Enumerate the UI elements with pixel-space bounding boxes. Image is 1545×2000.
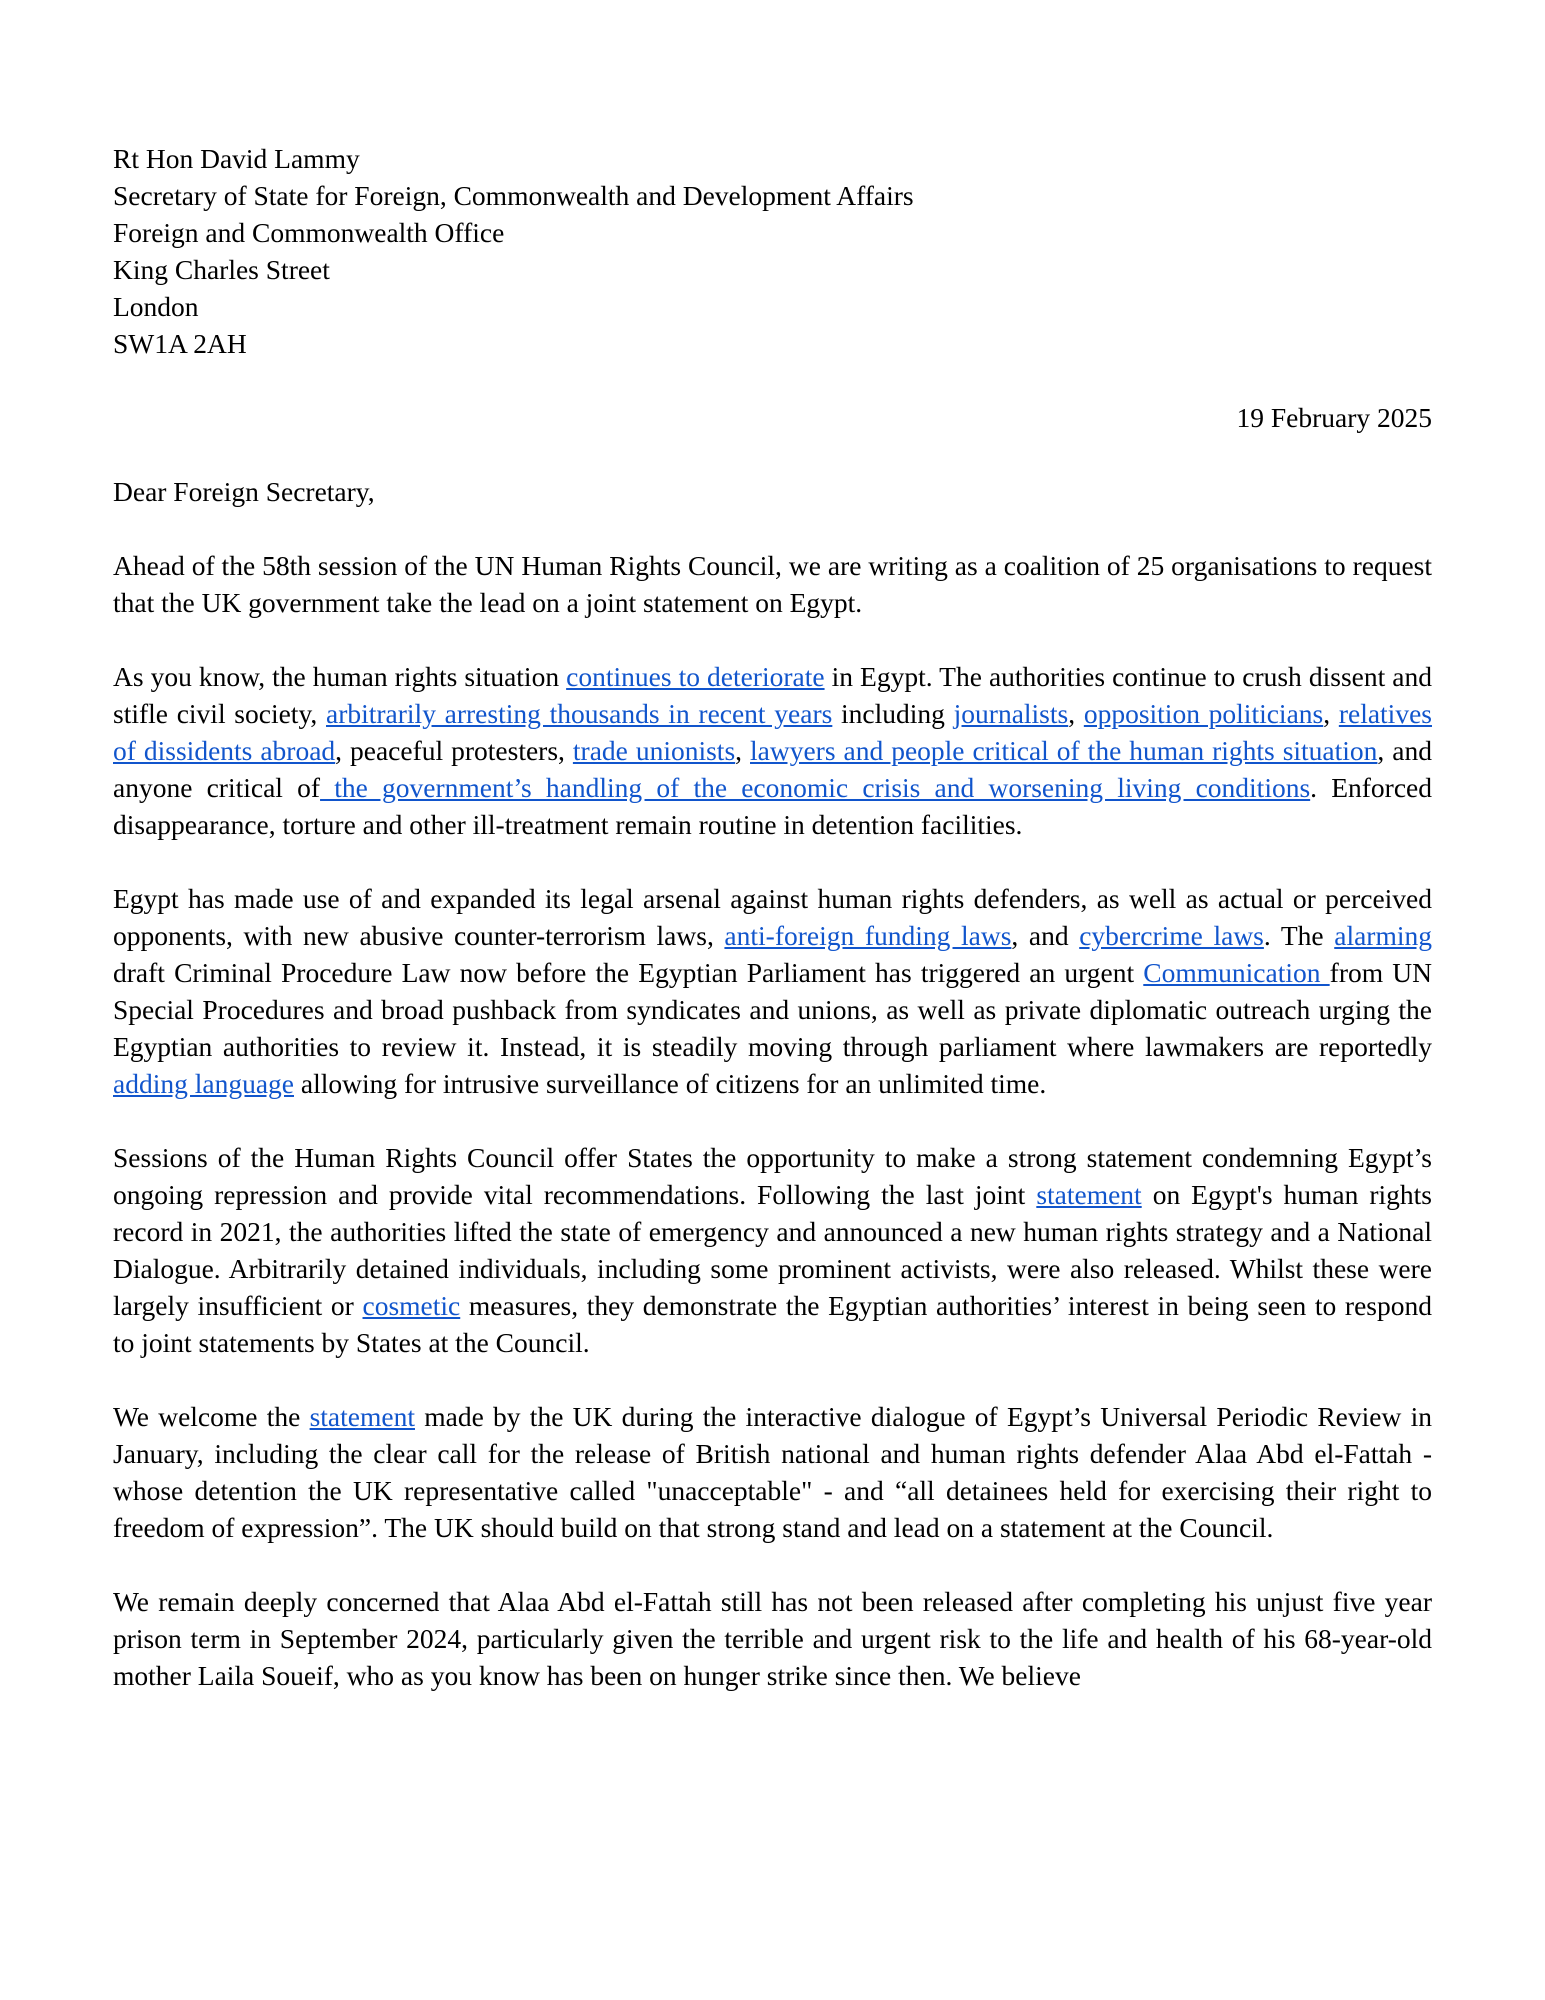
text-run: . Enforced disappearance, torture and other ill-treatment remain routine in detention facilities. bbox=[113, 772, 1432, 840]
text-run: Egypt has made use of and expanded its legal arsenal against human rights defenders, as well as actual or perceived opponents, with new abusive counter-terrorism laws, bbox=[113, 883, 1432, 951]
hyperlink[interactable]: adding language bbox=[113, 1068, 294, 1099]
salutation: Dear Foreign Secretary, bbox=[113, 476, 375, 507]
address-line-recipient-name: Rt Hon David Lammy bbox=[113, 143, 360, 174]
text-run: We welcome the bbox=[113, 1401, 310, 1432]
text-run: , and anyone critical of bbox=[113, 735, 1432, 803]
hyperlink[interactable]: relatives of dissidents abroad bbox=[113, 698, 1432, 766]
text-run: , and bbox=[1011, 920, 1080, 951]
recipient-address bbox=[113, 140, 1432, 362]
paragraph-legal-arsenal bbox=[113, 880, 1432, 1102]
text-run: . The bbox=[1263, 920, 1335, 951]
hyperlink[interactable]: opposition politicians bbox=[1083, 698, 1324, 729]
address-line-street: King Charles Street bbox=[113, 254, 330, 285]
text-run: on Egypt's human rights record in 2021, the authorities lifted the state of emergency and announced a new human rights strategy and a National Dialogue. Arbitrarily detained individuals, including some prominent activists, were also released. Whilst these were largely insufficient or bbox=[113, 1179, 1432, 1321]
text-run: Sessions of the Human Rights Council offer States the opportunity to make a strong statement condemning Egypt’s ongoing repression and provide vital recommendations. Following the last joint bbox=[113, 1142, 1432, 1210]
address-line-postcode: SW1A 2AH bbox=[113, 328, 247, 359]
hyperlink[interactable]: trade unionists bbox=[572, 735, 736, 766]
hyperlink[interactable]: arbitrarily arresting thousands in recent years bbox=[326, 698, 833, 729]
hyperlink[interactable]: lawyers and people critical of the human rights situation bbox=[750, 735, 1378, 766]
hyperlink[interactable]: cybercrime laws bbox=[1079, 920, 1264, 951]
text-run: draft Criminal Procedure Law now before the Egyptian Parliament has triggered an urgent bbox=[113, 957, 1144, 988]
hyperlink[interactable]: continues to deteriorate bbox=[566, 661, 825, 692]
hyperlink[interactable]: Communication bbox=[1143, 957, 1330, 988]
address-line-office: Foreign and Commonwealth Office bbox=[113, 217, 505, 248]
text-run: We remain deeply concerned that Alaa Abd el-Fattah still has not been released after completing his unjust five year prison term in September 2024, particularly given the terrible and urgent risk to the life and health of his 68-year-old mother Laila Soueif, who as you know has been on hunger strike since then. We believe bbox=[113, 1586, 1432, 1691]
text-run: allowing for intrusive surveillance of citizens for an unlimited time. bbox=[293, 1068, 1047, 1099]
text-run: from UN Special Procedures and broad pushback from syndicates and unions, as well as private diplomatic outreach urging the Egyptian authorities to review it. Instead, it is steadily moving through parliament where lawmakers are reportedly bbox=[113, 957, 1432, 1062]
text-run: in Egypt. The authorities continue to crush dissent and stifle civil society, bbox=[113, 661, 1432, 729]
text-run: made by the UK during the interactive dialogue of Egypt’s Universal Periodic Review in January, including the clear call for the release of British national and human rights defender Alaa Abd el-Fattah - whose detention the UK representative called "unacceptable" - and “all detainees held for exercising their right to freedom of expression”. The UK should build on that strong stand and lead on a statement at the Council. bbox=[113, 1401, 1432, 1543]
address-line-recipient-title: Secretary of State for Foreign, Commonwealth and Development Affairs bbox=[113, 180, 914, 211]
paragraph-situation bbox=[113, 658, 1432, 843]
paragraph-hrc-sessions bbox=[113, 1139, 1432, 1361]
text-run: , bbox=[1323, 698, 1339, 729]
text-run: Ahead of the 58th session of the UN Human Rights Council, we are writing as a coalition of 25 organisations to request that the UK government take the lead on a joint statement on Egypt. bbox=[113, 550, 1432, 618]
address-line-city: London bbox=[113, 291, 199, 322]
hyperlink[interactable]: the government’s handling of the economic crisis and worsening living conditions bbox=[320, 772, 1311, 803]
text-run: , bbox=[1068, 698, 1084, 729]
text-run: , bbox=[735, 735, 751, 766]
hyperlink[interactable]: statement bbox=[309, 1401, 415, 1432]
hyperlink[interactable]: anti-foreign funding laws bbox=[724, 920, 1012, 951]
text-run: including bbox=[832, 698, 954, 729]
hyperlink[interactable]: journalists bbox=[953, 698, 1069, 729]
text-run: As you know, the human rights situation bbox=[113, 661, 567, 692]
hyperlink[interactable]: alarming bbox=[1334, 920, 1432, 951]
hyperlink[interactable]: statement bbox=[1036, 1179, 1142, 1210]
text-run: , peaceful protesters, bbox=[335, 735, 573, 766]
hyperlink[interactable]: cosmetic bbox=[362, 1290, 461, 1321]
text-run: measures, they demonstrate the Egyptian authorities’ interest in being seen to respond to joint statements by States at the Council. bbox=[113, 1290, 1432, 1358]
paragraph-uk-statement bbox=[113, 1398, 1432, 1546]
letter-date: 19 February 2025 bbox=[1236, 402, 1432, 433]
paragraph-alaa-concern bbox=[113, 1583, 1432, 1694]
paragraph-intro bbox=[113, 547, 1432, 621]
